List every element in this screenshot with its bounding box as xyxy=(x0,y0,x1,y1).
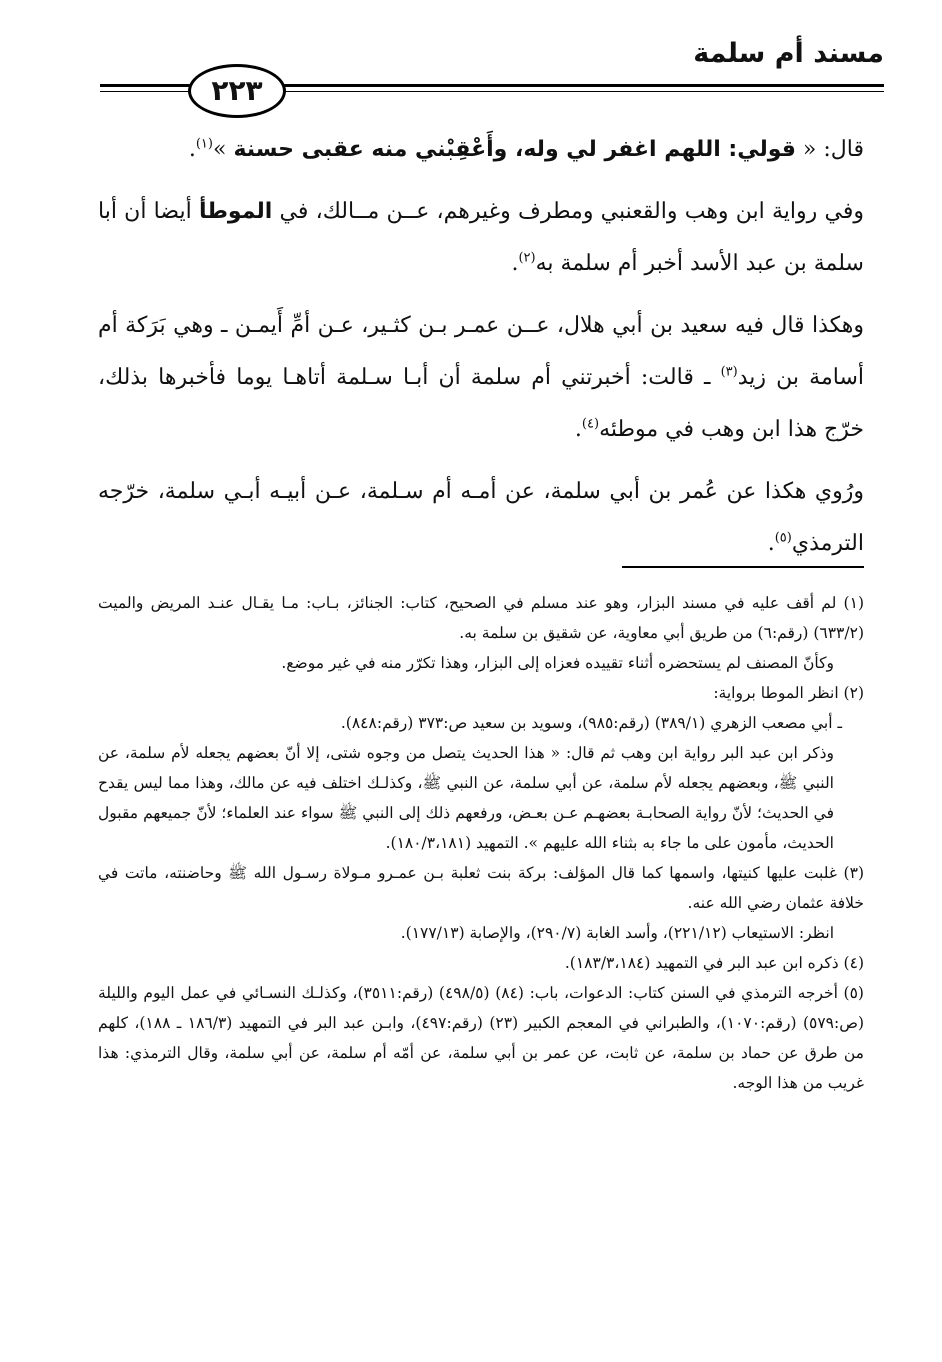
footnote-2: (٢) انظر الموطا برواية: xyxy=(713,684,864,702)
footnotes xyxy=(98,588,864,1098)
footnote-3: (٣) غلبت عليها كنيتها، واسمها كما قال المؤلف: بركة بنت ثعلبة بـن عمـرو مـولاة رسـول الله ﷺ وحاضنته، ماتت في خلافة عثمان رضي الله عنه. xyxy=(98,864,864,912)
footnote-separator xyxy=(622,566,864,568)
footnote-1-note: وكأنّ المصنف لم يستحضره أثناء تقييده فعزاه إلى البزار، وهذا تكرّر منه في غير موضع. xyxy=(281,654,834,672)
sentence-end: . xyxy=(767,531,775,556)
main-text xyxy=(98,124,864,580)
paragraph-4 xyxy=(98,466,864,570)
footnote-ref-3: (٣) xyxy=(720,364,738,380)
page-number: ٢٢٣ xyxy=(188,64,286,118)
footnote-2-item: ـ أبي مصعب الزهري (٣٨٩/١) (رقم:٩٨٥)، وسويد بن سعيد ص:٣٧٣ (رقم:٨٤٨). xyxy=(340,714,842,732)
footnote-1: (١) لم أقف عليه في مسند البزار، وهو عند مسلم في الصحيح، كتاب: الجنائز، بـاب: مـا يقـال عنـد المريض والميت (٦٣٣/٢) (رقم:٦) من طريق أبي معاوية، عن شقيق بن سلمة به. xyxy=(98,594,864,642)
footnote-4: (٤) ذكره ابن عبد البر في التمهيد (١٨٣/٣،١٨٤). xyxy=(564,954,864,972)
footnote-ref-2: (٢) xyxy=(518,250,536,266)
paragraph-3 xyxy=(98,300,864,456)
sentence-end: . xyxy=(188,137,196,162)
footnote-ref-4: (٤) xyxy=(581,416,600,432)
paragraph-text: قال: « xyxy=(795,137,864,162)
paragraph-text-cont: ـ قالت: أخبرتني أم سلمة أن أبـا سـلمة أتاهـا يوما فأخبرها بذلك، خرّج هذا ابن وهب في موطئه xyxy=(98,365,864,442)
paragraph-text-cont: أيضا أن أبا سلمة بن عبد الأسد أخبر أم سلمة به xyxy=(98,199,864,276)
footnote-ref-5: (٥) xyxy=(774,530,792,546)
muwatta-title: الموطأ xyxy=(198,199,273,224)
footnote-5: (٥) أخرجه الترمذي في السنن كتاب: الدعوات، باب: (٨٤) (٤٩٨/٥) (رقم:٣٥١١)، وكذلـك النسـائي في عمل اليوم والليلة (ص:٥٧٩) (رقم:١٠٧٠)، والطبراني في المعجم الكبير (٢٣) (رقم:٤٩٧)، وابـن عبد البر في التمهيد (١٨٦/٣ ـ ١٨٨)، كلهم من طرق عن حماد بن سلمة، عن ثابت، عن عمر بن أبي سلمة، عن أمّه أم سلمة، عن أبي سلمة، وقال الترمذي: هذا غريب من هذا الوجه. xyxy=(98,984,864,1092)
quote-close: » xyxy=(212,137,234,162)
paragraph-1 xyxy=(98,124,864,176)
footnote-2-note: وذكر ابن عبد البر رواية ابن وهب ثم قال: « هذا الحديث يتصل من وجوه شتى، إلا أنّ بعضهم يجعله لأم سلمة، عن النبي ﷺ، وبعضهم يجعله لأم سلمة، عن أبي سلمة، عن النبي ﷺ، وكذلـك اختلف فيه عن مالك، وهذا مما ليس يقدح في الحديث؛ لأنّ رواية الصحابـة بعضهـم عـن بعـض، ورفعهم ذلك إلى النبي ﷺ سواء عند العلماء؛ لأنّ جميعهم مقبول الحديث، مأمون على ما جاء به بثناء الله عليهم ». التمهيد (١٨٠/٣،١٨١). xyxy=(98,744,834,852)
paragraph-text: وفي رواية ابن وهب والقعنبي ومطرف وغيرهم، عــن مــالك، في xyxy=(272,199,864,224)
sentence-end: . xyxy=(511,251,519,276)
hadith-quote: قولي: اللهم اغفر لي وله، وأَعْقِبْني منه عقبى حسنة xyxy=(233,137,796,162)
footnote-3-note: انظر: الاستيعاب (٢٢١/١٢)، وأسد الغابة (٢٩٠/٧)، والإصابة (١٧٧/١٣). xyxy=(400,924,834,942)
footnote-ref-1: (١) xyxy=(195,136,213,152)
paragraph-2 xyxy=(98,186,864,290)
paragraph-text: وهكذا قال فيه سعيد بن أبي هلال، عــن عمـر بـن كثـير، عـن أمِّ أَيمـن ـ وهي بَرَكة أم أسامة بن زيد xyxy=(98,313,864,390)
book-title: مسند أم سلمة xyxy=(693,38,884,69)
page-header xyxy=(100,38,884,108)
paragraph-text: ورُوي هكذا عن عُمر بن أبي سلمة، عن أمـه أم سـلمة، عـن أبيـه أبـي سلمة، خرّجه الترمذي xyxy=(98,479,864,556)
sentence-end: . xyxy=(574,417,582,442)
